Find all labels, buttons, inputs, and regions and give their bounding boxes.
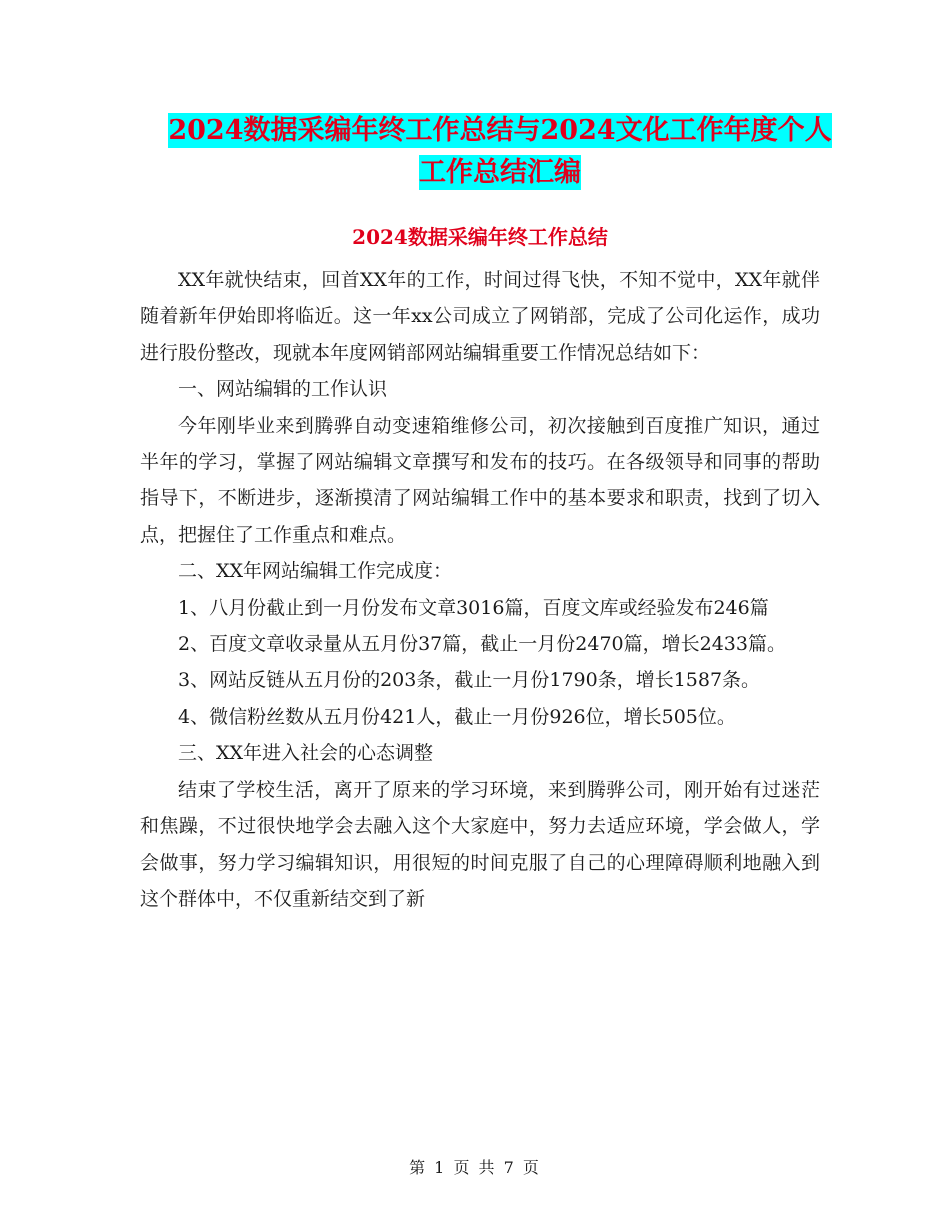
- document-title-line-2: 工作总结汇编: [419, 157, 581, 188]
- list-item-wechat-fans: 4、微信粉丝数从五月份421人，截止一月份926位，增长505位。: [178, 705, 736, 728]
- paragraph-work-understanding: 今年刚毕业来到腾骅自动变速箱维修公司，初次接触到百度推广知识，通过半年的学习，掌握了网站编辑文章撰写和发布的技巧。在各级领导和同事的帮助指导下，不断进步，逐渐摸清了网站编辑工作中的基本要求和职责，找到了切入点，把握住了工作重点和难点。: [140, 414, 820, 546]
- document-body: [140, 262, 820, 917]
- document-title: [140, 110, 860, 194]
- heading-work-completion: 二、XX年网站编辑工作完成度：: [178, 560, 453, 583]
- list-item-indexed: 2、百度文章收录量从五月份37篇，截止一月份2470篇，增长2433篇。: [178, 633, 786, 656]
- list-item-backlinks: 3、网站反链从五月份的203条，截止一月份1790条，增长1587条。: [178, 669, 761, 692]
- paragraph-mindset: 结束了学校生活，离开了原来的学习环境，来到腾骅公司，刚开始有过迷茫和焦躁，不过很快地学会去融入这个大家庭中，努力去适应环境，学会做人，学会做事，努力学习编辑知识，用很短的时间克服了自己的心理障碍顺利地融入到这个群体中，不仅重新结交到了新: [140, 778, 820, 910]
- paragraph-intro: XX年就快结束，回首XX年的工作，时间过得飞快，不知不觉中，XX年就伴随着新年伊始即将临近。这一年xx公司成立了网销部，完成了公司化运作，成功进行股份整改，现就本年度网销部网站编辑重要工作情况总结如下：: [140, 269, 820, 364]
- heading-mindset: 三、XX年进入社会的心态调整: [178, 742, 434, 765]
- document-title-line-1: 2024数据采编年终工作总结与2024文化工作年度个人: [168, 115, 832, 146]
- section-title: 2024数据采编年终工作总结: [352, 225, 608, 249]
- heading-work-understanding: 一、网站编辑的工作认识: [178, 378, 388, 401]
- list-item-articles: 1、八月份截止到一月份发布文章3016篇，百度文库或经验发布246篇: [178, 596, 769, 619]
- page-footer: 第 1 页 共 7 页: [409, 1158, 541, 1177]
